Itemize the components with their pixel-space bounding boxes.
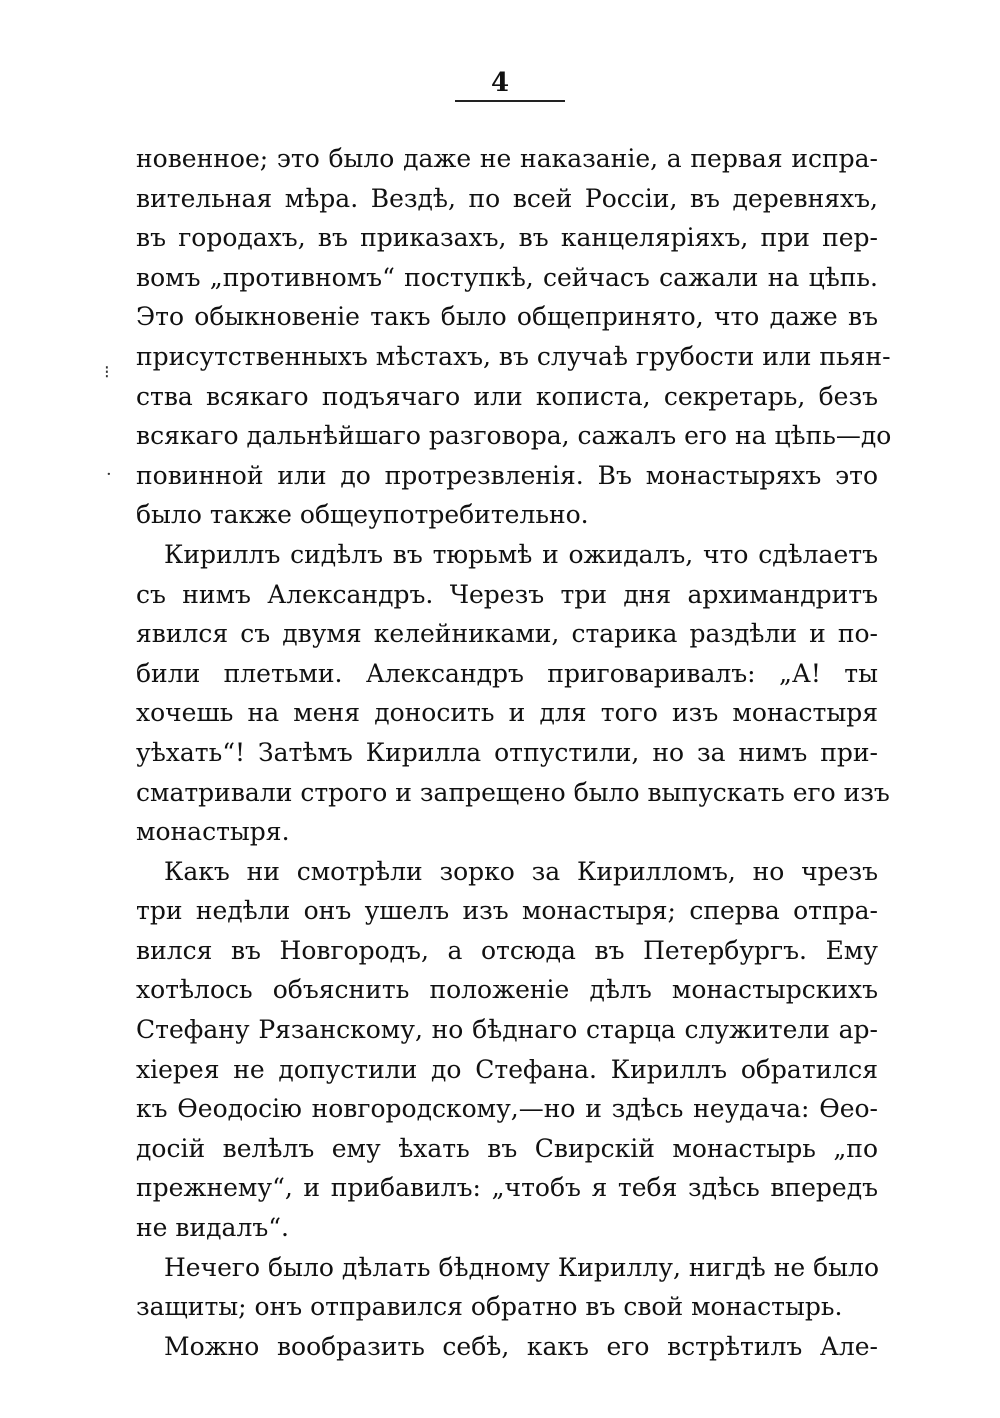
text-line: Нечего было дѣлать бѣдному Кириллу, нигдѣ не было bbox=[164, 1252, 879, 1282]
text-line: три недѣли онъ ушелъ изъ монастыря; сперва отпра- bbox=[136, 896, 878, 926]
text-line: вомъ „противномъ“ поступкѣ, сейчасъ сажали на цѣпь. bbox=[136, 262, 878, 292]
page-number-rule bbox=[455, 100, 565, 102]
text-line: Какъ ни смотрѣли зорко за Кирилломъ, но чрезъ bbox=[164, 856, 878, 886]
text-line: били плетьми. Александръ приговаривалъ: „А! ты bbox=[136, 658, 878, 688]
text-line: съ нимъ Александръ. Черезъ три дня архимандритъ bbox=[136, 579, 878, 609]
text-line: уѣхать“! Затѣмъ Кирилла отпустили, но за нимъ при- bbox=[136, 737, 878, 767]
text-line: Кириллъ сидѣлъ въ тюрьмѣ и ожидалъ, что сдѣлаетъ bbox=[164, 539, 878, 569]
text-line: было также общеупотребительно. bbox=[136, 500, 589, 530]
text-line: сматривали строго и запрещено было выпускать его изъ bbox=[136, 777, 890, 807]
text-line: къ Ѳеодосiю новгородскому,—но и здѣсь неудача: Ѳео- bbox=[136, 1094, 878, 1124]
margin-mark: ⁝ bbox=[104, 362, 110, 383]
text-line: Можно вообразить себѣ, какъ его встрѣтилъ Але- bbox=[164, 1331, 878, 1361]
text-line: досiй велѣлъ ему ѣхать въ Свирскiй монастырь „по bbox=[136, 1133, 878, 1163]
text-line: явился съ двумя келейниками, старика раздѣли и по- bbox=[136, 619, 878, 649]
margin-mark: · bbox=[106, 464, 112, 485]
text-line: ства всякаго подъячаго или кописта, секретарь, безъ bbox=[136, 381, 878, 411]
text-line: повинной или до протрезвленiя. Въ монастыряхъ это bbox=[136, 460, 878, 490]
text-line: не видалъ“. bbox=[136, 1213, 289, 1243]
text-line: хотѣлось объяснить положенiе дѣлъ монастырскихъ bbox=[136, 975, 878, 1005]
text-line: вился въ Новгородъ, а отсюда въ Петербургъ. Ему bbox=[136, 935, 878, 965]
text-line: Стефану Рязанскому, но бѣднаго старца служители ар- bbox=[136, 1015, 878, 1045]
text-line: монастыря. bbox=[136, 817, 290, 847]
text-line: въ городахъ, въ приказахъ, въ канцелярiяхъ, при пер- bbox=[136, 223, 878, 253]
text-line: всякаго дальнѣйшаго разговора, сажалъ его на цѣпь—до bbox=[136, 421, 892, 451]
text-line: защиты; онъ отправился обратно въ свой монастырь. bbox=[136, 1292, 843, 1322]
text-line: вительная мѣра. Вездѣ, по всей Россiи, въ деревняхъ, bbox=[136, 183, 878, 213]
text-line: Это обыкновенiе такъ было общепринято, что даже въ bbox=[136, 302, 878, 332]
text-line: новенное; это было даже не наказанiе, а первая испра- bbox=[136, 144, 878, 173]
body-text bbox=[136, 139, 892, 1366]
text-line: прежнему“, и прибавилъ: „чтобъ я тебя здѣсь впередъ bbox=[136, 1173, 878, 1203]
text-line: хiерея не допустили до Стефана. Кириллъ обратился bbox=[136, 1054, 878, 1084]
page-number: 4 bbox=[490, 68, 510, 98]
text-line: хочешь на меня доносить и для того изъ монастыря bbox=[136, 698, 878, 728]
text-line: присутственныхъ мѣстахъ, въ случаѣ грубости или пьян- bbox=[136, 341, 891, 371]
